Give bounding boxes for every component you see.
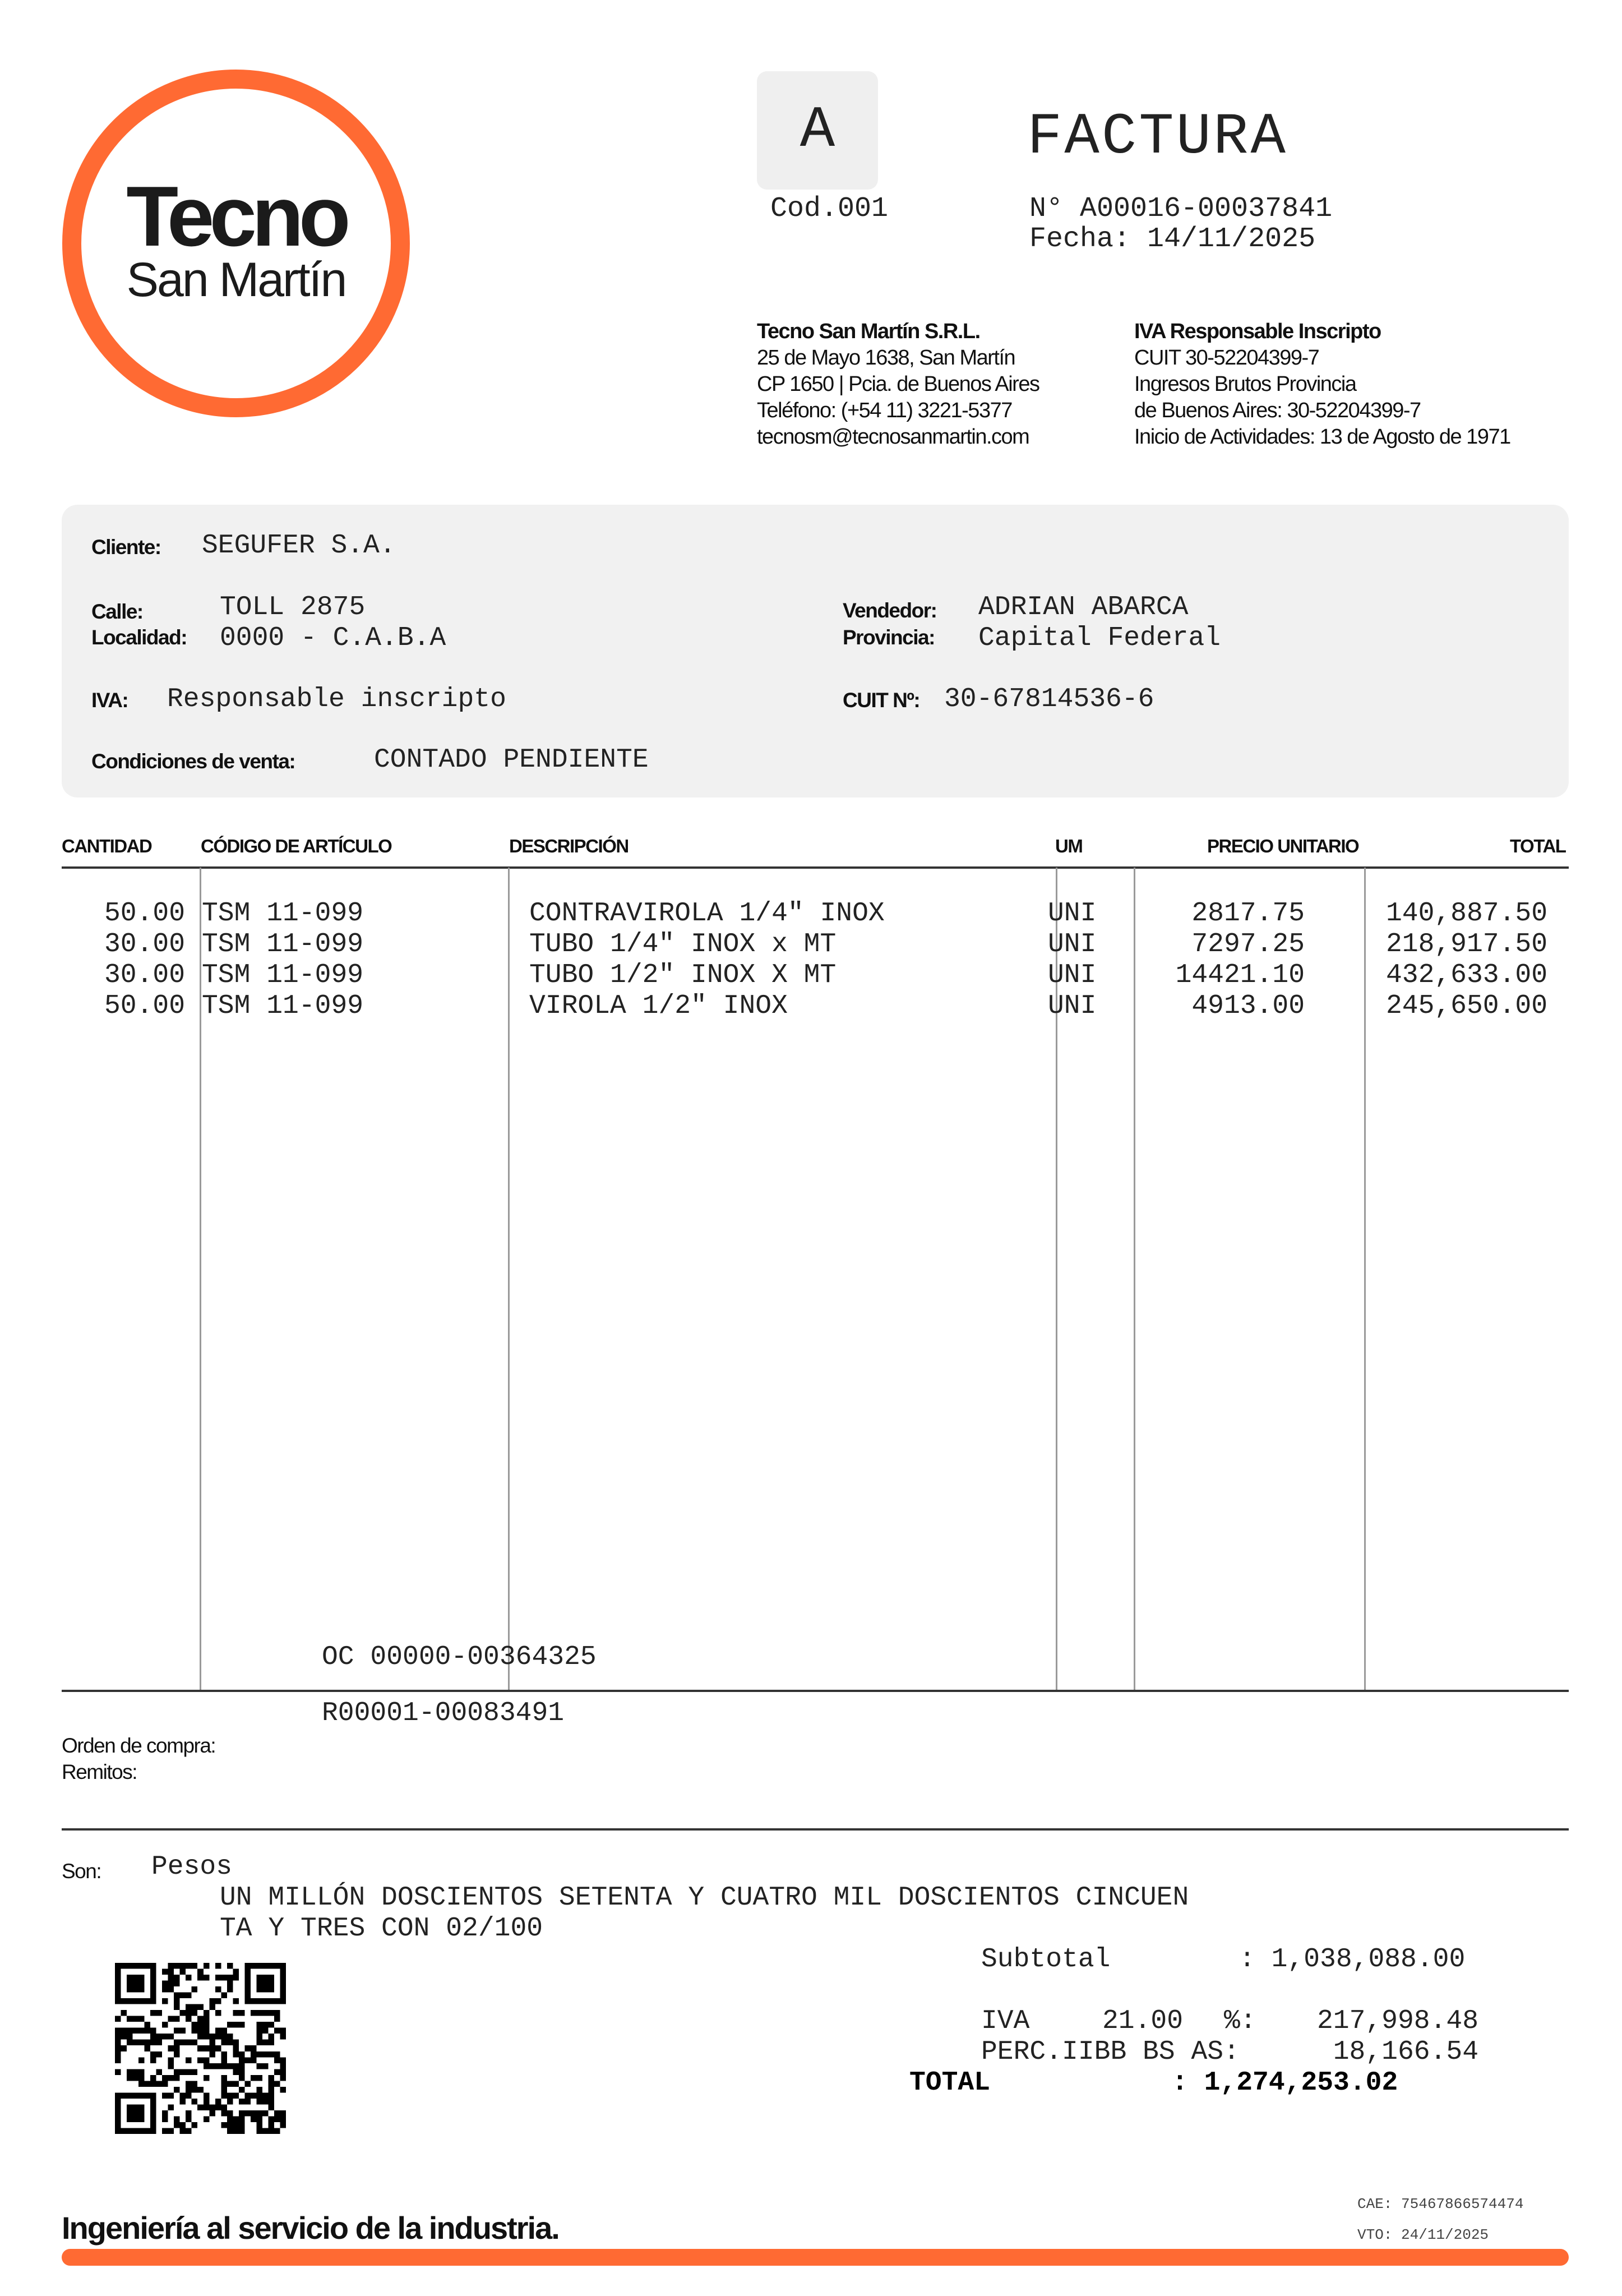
client-label: Cliente:: [91, 536, 161, 559]
invoice-letter: A: [800, 97, 835, 164]
logo-text-line1: Tecno: [126, 169, 346, 264]
total-label: TOTAL: [909, 2068, 991, 2098]
remitos-label: Remitos:: [62, 1760, 137, 1783]
iva-total-label: IVA: [981, 2006, 1030, 2036]
amount-words-line2: TA Y TRES CON 02/100: [220, 1914, 543, 1944]
section-divider: [62, 1828, 1569, 1831]
row-unit-price: 14421.10: [1175, 960, 1305, 990]
cae-number: CAE: 75467866574474: [1357, 2196, 1524, 2212]
table-row: [0, 991, 1622, 1021]
company-name: Tecno San Martín S.R.L.: [757, 320, 980, 343]
row-quantity: 50.00: [104, 991, 185, 1021]
perception-label: PERC.IIBB BS AS:: [981, 2037, 1240, 2067]
row-description: TUBO 1/2" INOX X MT: [529, 960, 837, 990]
iva-percent-sign: %:: [1224, 2006, 1256, 2036]
row-unit-price: 2817.75: [1191, 898, 1305, 929]
company-phone: Teléfono: (+54 11) 3221-5377: [757, 399, 1012, 422]
table-bottom-divider: [62, 1690, 1569, 1692]
qr-code: [115, 1963, 286, 2134]
row-um: UNI: [1048, 898, 1097, 929]
row-total: 245,650.00: [1385, 991, 1547, 1021]
tax-info: [1134, 319, 1510, 450]
company-info: [757, 319, 1039, 450]
client-cuit: 30-67814536-6: [944, 684, 1154, 714]
seller-label: Vendedor:: [843, 599, 937, 622]
company-city: CP 1650 | Pcia. de Buenos Aires: [757, 372, 1039, 396]
table-row: [0, 929, 1622, 960]
tax-start-date: Inicio de Actividades: 13 de Agosto de 1971: [1134, 425, 1510, 449]
amount-currency: Pesos: [151, 1852, 233, 1882]
col-header-unit-price: PRECIO UNITARIO: [1207, 836, 1359, 856]
cae-expiration: VTO: 24/11/2025: [1357, 2226, 1489, 2243]
tax-iibb-line1: Ingresos Brutos Provincia: [1134, 372, 1356, 396]
row-um: UNI: [1048, 991, 1097, 1021]
conditions-label: Condiciones de venta:: [91, 750, 295, 773]
col-header-um: UM: [1055, 836, 1083, 856]
invoice-code: Cod.001: [770, 193, 889, 225]
cuit-label: CUIT Nº:: [843, 689, 920, 712]
company-logo: [62, 69, 410, 418]
col-header-total: TOTAL: [1510, 836, 1566, 856]
client-locality: 0000 - C.A.B.A: [220, 623, 446, 653]
seller-name: ADRIAN ABARCA: [978, 592, 1189, 623]
client-name: SEGUFER S.A.: [202, 531, 396, 561]
perception-amount: 18,166.54: [1333, 2037, 1478, 2067]
locality-label: Localidad:: [91, 626, 187, 649]
row-unit-price: 7297.25: [1191, 929, 1305, 960]
province-label: Provincia:: [843, 626, 935, 649]
logo-text-line2: San Martín: [126, 253, 346, 307]
company-email: tecnosm@tecnosanmartin.com: [757, 425, 1029, 449]
iva-rate: 21.00: [1102, 2006, 1184, 2036]
client-province: Capital Federal: [978, 623, 1221, 653]
footer-slogan: Ingeniería al servicio de la industria.: [62, 2210, 559, 2246]
invoice-number: N° A00016-00037841: [1029, 193, 1333, 225]
row-quantity: 50.00: [104, 898, 185, 929]
iva-amount: 217,998.48: [1316, 2006, 1478, 2036]
col-header-code: CÓDIGO DE ARTÍCULO: [201, 836, 392, 856]
row-quantity: 30.00: [104, 960, 185, 990]
col-header-description: DESCRIPCIÓN: [509, 836, 629, 856]
row-code: TSM 11-099: [202, 898, 364, 929]
tax-condition: IVA Responsable Inscripto: [1134, 320, 1381, 343]
row-total: 218,917.50: [1385, 929, 1547, 960]
footer-accent-bar: [62, 2249, 1569, 2266]
purchase-order-label: Orden de compra:: [62, 1734, 216, 1757]
client-iva: Responsable inscripto: [167, 684, 506, 714]
remito-number: R00001-00083491: [322, 1698, 565, 1728]
subtotal-amount: : 1,038,088.00: [1239, 1944, 1466, 1975]
purchase-order-number: OC 00000-00364325: [322, 1642, 597, 1672]
client-street: TOLL 2875: [220, 592, 366, 623]
iva-label: IVA:: [91, 689, 128, 712]
total-amount: : 1,274,253.02: [1172, 2068, 1398, 2098]
row-total: 432,633.00: [1385, 960, 1547, 990]
sale-conditions: CONTADO PENDIENTE: [374, 745, 649, 775]
amount-words-label: Son:: [62, 1860, 101, 1883]
row-description: TUBO 1/4" INOX x MT: [529, 929, 837, 960]
table-header-divider: [62, 866, 1569, 869]
tax-iibb-line2: de Buenos Aires: 30-52204399-7: [1134, 399, 1421, 422]
row-code: TSM 11-099: [202, 960, 364, 990]
row-code: TSM 11-099: [202, 991, 364, 1021]
table-row: [0, 960, 1622, 990]
company-address: 25 de Mayo 1638, San Martín: [757, 346, 1015, 370]
street-label: Calle:: [91, 600, 143, 623]
row-code: TSM 11-099: [202, 929, 364, 960]
row-quantity: 30.00: [104, 929, 185, 960]
col-header-quantity: CANTIDAD: [62, 836, 152, 856]
document-title: FACTURA: [1027, 104, 1288, 170]
row-um: UNI: [1048, 960, 1097, 990]
row-unit-price: 4913.00: [1191, 991, 1305, 1021]
row-description: VIROLA 1/2" INOX: [529, 991, 788, 1021]
subtotal-label: Subtotal: [981, 1944, 1111, 1975]
row-description: CONTRAVIROLA 1/4" INOX: [529, 898, 885, 929]
table-row: [0, 898, 1622, 929]
row-um: UNI: [1048, 929, 1097, 960]
invoice-letter-box: [757, 71, 878, 190]
amount-words-line1: UN MILLÓN DOSCIENTOS SETENTA Y CUATRO MIL DOSCIENTOS CINCUEN: [220, 1883, 1189, 1913]
tax-cuit: CUIT 30-52204399-7: [1134, 346, 1319, 370]
row-total: 140,887.50: [1385, 898, 1547, 929]
invoice-date: Fecha: 14/11/2025: [1029, 223, 1316, 255]
